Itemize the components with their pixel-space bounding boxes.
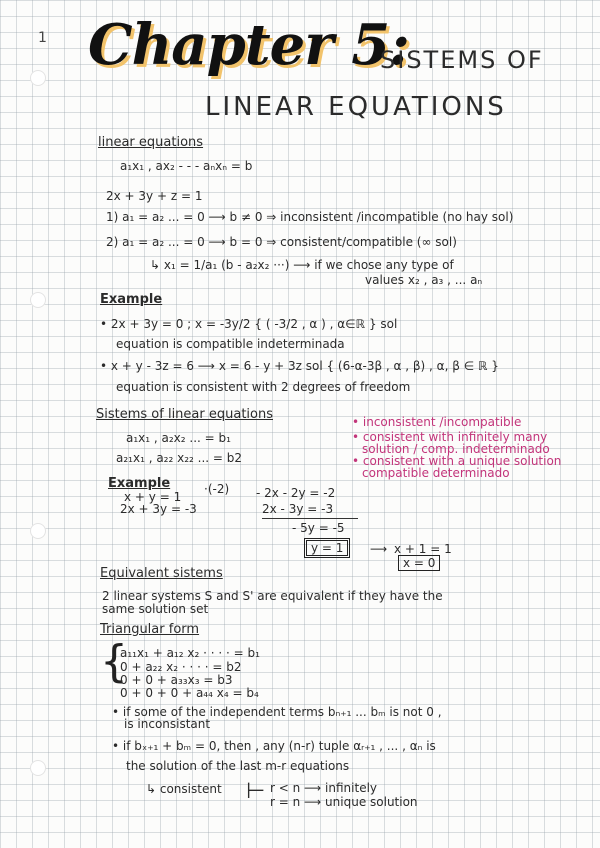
system-eq1: a₁x₁ , a₂x₂ ... = b₁ (126, 431, 231, 445)
page-number: 1 (38, 30, 47, 46)
chapter-title: Chapter 5: (88, 12, 409, 78)
binder-hole (30, 523, 46, 539)
example2-multiplier: ·(-2) (204, 482, 230, 496)
binder-hole (30, 760, 46, 776)
section-heading-equivalent: Equivalent sistems (100, 566, 223, 581)
example1-line1-note: equation is compatible indeterminada (116, 337, 345, 351)
case-consistent: 2) a₁ = a₂ ... = 0 ⟶ b = 0 ⇒ consistent/compatible (∞ sol) (106, 235, 457, 249)
system-eq2: a₂₁x₁ , a₂₂ x₂₂ ... = b2 (116, 451, 243, 465)
triangular-branch-infinite: r < n ⟶ infinitely (270, 781, 378, 795)
example2-eq1: x + y = 1 (124, 490, 182, 504)
example1-line2: • x + y - 3z = 6 ⟶ x = 6 - y + 3z sol { (6-α-3β , α , β) , α, β ∈ ℝ } (100, 359, 499, 373)
branch-bracket: ⊢ (246, 779, 266, 804)
result-eq: x + 1 = 1 (394, 542, 452, 556)
equivalent-line2: same solution set (102, 602, 209, 616)
triangular-row-4: 0 + 0 + 0 + a₄₄ x₄ = b₄ (120, 686, 259, 700)
system-type-2b: solution / comp. indeterminado (362, 442, 550, 456)
example2-step1: - 2x - 2y = -2 (256, 486, 336, 500)
result-arrow: ⟶ (370, 542, 388, 556)
example1-line1: • 2x + 3y = 0 ; x = -3y/2 { ( -3/2 , α ) , α∈ℝ } sol (100, 317, 398, 331)
triangular-note1b: is inconsistant (124, 717, 211, 731)
section-heading-linear-equations: linear equations (98, 135, 204, 150)
system-type-2: • consistent with infinitely many (352, 430, 548, 444)
triangular-consistent: ↳ consistent (146, 782, 222, 796)
triangular-branch-unique: r = n ⟶ unique solution (270, 795, 418, 809)
case-inconsistent: 1) a₁ = a₂ ... = 0 ⟶ b ≠ 0 ⇒ inconsistent /incompatible (no hay sol) (106, 210, 514, 224)
example1-line2-note: equation is consistent with 2 degrees of freedom (116, 380, 411, 394)
case-solve-x1: ↳ x₁ = 1/a₁ (b - a₂x₂ ···) ⟶ if we chose any type of (150, 258, 454, 272)
general-equation: a₁x₁ , ax₂ - - - aₙxₙ = b (120, 159, 253, 173)
binder-hole (30, 292, 46, 308)
example-heading-1: Example (100, 292, 163, 307)
section-heading-triangular: Triangular form (100, 622, 200, 637)
case-values: values x₂ , a₃ , ... aₙ (365, 273, 483, 287)
sum-line (262, 518, 358, 519)
example-heading-2: Example (108, 476, 171, 491)
triangular-row-2: 0 + a₂₂ x₂ · · · · = b2 (120, 660, 242, 674)
example2-step3: - 5y = -5 (292, 521, 345, 535)
system-brace: { (100, 636, 128, 687)
triangular-note2: • if bₓ₊₁ + bₘ = 0, then , any (n-r) tuple αᵣ₊₁ , ... , αₙ is (112, 739, 436, 753)
title-subject: SISTEMS OF (380, 46, 544, 74)
triangular-note1: • if some of the independent terms bₙ₊₁ ... bₘ is not 0 , (112, 705, 442, 719)
triangular-row-1: a₁₁x₁ + a₁₂ x₂ · · · · = b₁ (120, 646, 260, 660)
section-heading-systems: Sistems of linear equations (96, 407, 273, 422)
title-subject-line2: LINEAR EQUATIONS (205, 92, 507, 122)
result-y-box: y = 1 (306, 540, 348, 556)
example2-step2: 2x - 3y = -3 (262, 502, 334, 516)
example-equation: 2x + 3y + z = 1 (106, 189, 203, 203)
system-type-3b: compatible determinado (362, 466, 510, 480)
triangular-row-3: 0 + 0 + a₃₃x₃ = b3 (120, 673, 233, 687)
example2-eq2: 2x + 3y = -3 (120, 502, 197, 516)
result-x-box: x = 0 (398, 555, 440, 571)
triangular-note2b: the solution of the last m-r equations (126, 759, 350, 773)
system-type-1: • inconsistent /incompatible (352, 415, 522, 429)
binder-hole (30, 70, 46, 86)
system-type-3: • consistent with a unique solution (352, 454, 562, 468)
equivalent-line1: 2 linear systems S and S' are equivalent if they have the (102, 589, 443, 603)
